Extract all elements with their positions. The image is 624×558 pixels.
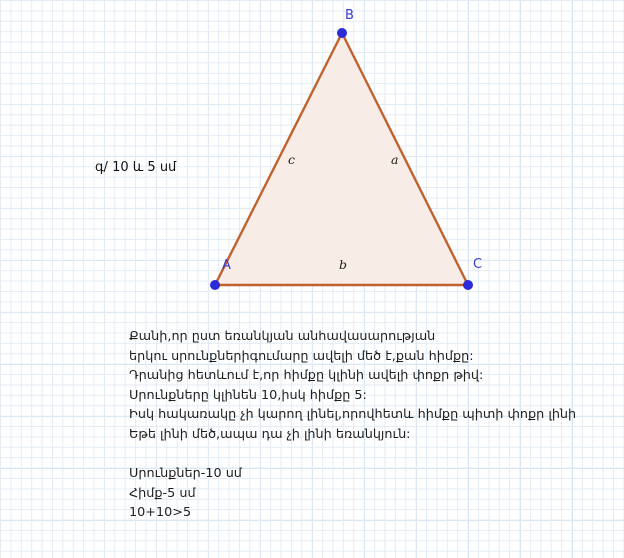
side-label-b: b [339, 257, 348, 272]
solution-line: Եթե լինի մեծ,ապա դա չի լինի եռանկյուն: [129, 426, 411, 442]
solution-line: երկու սրունքներիգումարը ավելի մեծ է,քան հիմքը: [129, 348, 474, 364]
measure-note: գ/ 10 և 5 սմ [95, 160, 177, 175]
vertex-label-a: A [222, 258, 231, 273]
vertex-label-c: C [473, 257, 483, 272]
triangle-shape [215, 33, 468, 285]
vertex-point-c[interactable] [463, 280, 473, 290]
solution-line: Դրանից հետևում է,որ հիմքը կլինի ավելի փոքր թիվ: [129, 368, 484, 384]
solution-line: Հիմք-5 սմ [129, 485, 196, 501]
solution-line: 10+10>5 [129, 505, 192, 521]
solution-line: Քանի,որ ըստ եռանկյան անհավասարության [129, 329, 436, 344]
solution-line-blank [129, 445, 599, 465]
vertex-label-b: B [345, 8, 354, 23]
side-label-a: a [391, 152, 399, 167]
vertex-point-a[interactable] [210, 280, 220, 290]
solution-line: Իսկ հակառակը չի կարող լինել,որովհետև հիմքը պիտի փոքր լինի [129, 407, 577, 423]
side-label-c: c [288, 152, 296, 167]
solution-line: Սրունքներ-10 սմ [129, 466, 242, 482]
vertex-point-b[interactable] [337, 28, 347, 38]
solution-line: Սրունքները կլինեն 10,իսկ հիմքը 5: [129, 387, 367, 403]
solution-text-block [129, 327, 599, 523]
